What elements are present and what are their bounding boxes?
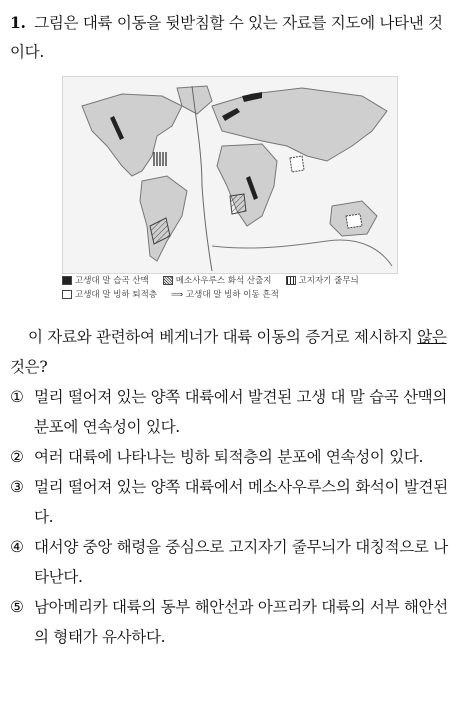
mesosaurus-area-africa — [230, 194, 246, 214]
question-prompt — [10, 322, 456, 382]
choice-4-mark: ④ — [10, 538, 24, 556]
legend-glacial-movement: ⟹ 고생대 말 빙하 이동 흔적 — [171, 290, 279, 300]
choice-2[interactable] — [10, 442, 456, 472]
legend-swatch-empty — [62, 290, 72, 299]
glacial-deposit-india — [290, 156, 304, 172]
choice-3-mark: ③ — [10, 478, 24, 496]
legend-swatch-bars — [286, 276, 296, 285]
prompt-underlined: 않은 — [417, 328, 447, 346]
question-number: 1. — [10, 13, 26, 32]
question-stem — [10, 8, 456, 67]
glacial-deposit-australia — [346, 214, 362, 228]
answer-choices — [10, 382, 456, 652]
legend-glacial-deposit: 고생대 말 빙하 퇴적층 — [62, 288, 157, 302]
choice-4[interactable] — [10, 532, 456, 592]
legend-swatch-hatch — [163, 276, 173, 285]
question-text: 그림은 대륙 이동을 뒷받침할 수 있는 자료를 지도에 나타낸 것이다. — [10, 14, 443, 61]
choice-3-text: 멀리 떨어져 있는 양쪽 대륙에서 메소사우루스의 화석이 발견된다. — [34, 478, 448, 526]
choice-1[interactable] — [10, 382, 456, 442]
choice-4-text: 대서양 중앙 해령을 중심으로 고지자기 줄무늬가 대칭적으로 나타난다. — [34, 538, 448, 586]
legend-mesosaurus: 메소사우루스 화석 산출지 — [163, 274, 272, 288]
choice-2-text: 여러 대륙에 나타나는 빙하 퇴적층의 분포에 연속성이 있다. — [34, 448, 424, 466]
choice-3[interactable] — [10, 472, 456, 532]
legend-fold-mountain: 고생대 말 습곡 산맥 — [62, 274, 149, 288]
choice-1-mark: ① — [10, 388, 24, 406]
legend-paleomagnetic: 고지자기 줄무늬 — [286, 274, 359, 288]
legend-arrow-icon: ⟹ — [171, 290, 186, 300]
choice-5-text: 남아메리카 대륙의 동부 해안선과 아프리카 대륙의 서부 해안선의 형태가 유사하다. — [34, 598, 448, 646]
choice-1-text: 멀리 떨어져 있는 양쪽 대륙에서 발견된 고생 대 말 습곡 산맥의 분포에 연속성이 있다. — [34, 388, 448, 436]
choice-2-mark: ② — [10, 448, 24, 466]
legend-swatch-dark — [62, 276, 72, 285]
prompt-text-before: 이 자료와 관련하여 베게너가 대륙 이동의 증거로 제시하지 — [28, 328, 418, 346]
choice-5[interactable] — [10, 592, 456, 652]
prompt-text-after: 것은? — [10, 358, 48, 376]
world-map-figure — [62, 76, 398, 274]
map-legend — [62, 274, 402, 302]
choice-5-mark: ⑤ — [10, 598, 24, 616]
